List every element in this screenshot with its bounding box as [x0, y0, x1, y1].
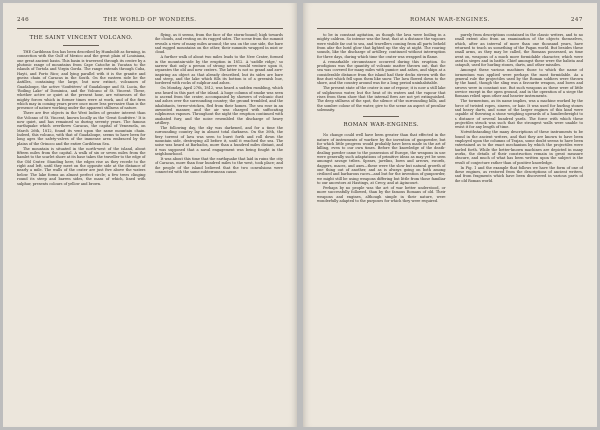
right-running-head — [317, 17, 583, 27]
paragraph: The following day, the sky was darkened, and for a time the surrounding country lay in almost total darkness. On the 30th, the fiery torrent of lava was seen to burst forth and roll down the mountain side, destroying all before it, until it reached the sea. The noise was heard at Barbados, more than a hundred miles distant, and it was supposed that a naval engagement was being fought in the neighbourhood. — [154, 126, 283, 157]
left-page-number: 246 — [17, 17, 30, 23]
paragraph: A remarkable circumstance occurred during this eruption. So prodigious was the quantity of volcanic matter thrown out, that the sea was covered for many miles with pumice and ashes, and ships at a considerable distance from the island had their decks strewn with the fine dust which fell upon them like snow. The lava flowed down to the shore, and the country around was for a long period uninhabitable. — [317, 59, 446, 86]
title-rule — [63, 45, 99, 46]
paragraph: Notwithstanding the many descriptions of these instruments to be found in the ancient writers, and that they are known to have been employed upon the columns of Trajan, some doubt seems to have been entertained as to the exact mechanism by which the projectiles were hurled forth. While the better-known machines are depicted in many works, the details of their construction remain in great measure obscure, and much of what has been written upon the subject is the result of conjecture rather than of positive knowledge. — [454, 130, 583, 165]
left-page — [3, 3, 297, 427]
paragraph: to be in constant agitation, as though the lava were boiling in a mighty caldron. So intense was the heat, that at a distance the vapours were visible far out to sea, and travellers coming from all parts beheld from afar the lurid glow that lighted up the sky at night. The roaring sounds, like the discharge of artillery, continued without interruption for three days, during which time the crater was wrapped in flame. — [317, 33, 446, 59]
right-column-2 — [455, 33, 584, 417]
left-running-head — [17, 17, 283, 27]
right-running-title: ROMAN WAR-ENGINES. — [410, 17, 490, 23]
left-running-title: THE WORLD OF WONDERS. — [103, 17, 197, 23]
paragraph: In Fig. 1 and the example that follows we have the form of one of these engines, as restored from the descriptions of ancient writers, and from fragments which have been discovered in various parts of the old Roman world. — [454, 165, 583, 183]
paragraph: On Monday, April 27th, 1812, was heard a sudden rumbling, which was heard in this part of the island. A huge column of smoke was seen to ascend from the crater, accompanied by showers of volcanic dust and ashes over the surrounding country; the ground trembled, and the inhabitants, terror-stricken, fled from their homes. The sea rose in an unwonted manner, and the air was charged with suffocating sulphurous vapours. Throughout the night the eruption continued with unabated fury, and the noise resembled the discharge of heavy artillery. — [154, 86, 283, 126]
section-title: ROMAN WAR-ENGINES. — [343, 122, 420, 129]
paragraph: Amongst these various machines those to which the name of tormentum was applied were perhaps the most formidable. As a general rule the projectiles used by the Roman soldiers were thrown by the hand, though the sling was a favourite weapon, and bows and arrows were in constant use. But such weapons as these were of little service except in the open ground, and in the operation of a siege the Romans relied upon other and heavier instruments. — [454, 68, 583, 99]
paragraph: No change could well have been greater than that effected in the nature of instruments of warfare by the invention of gunpowder, but for which little progress would probably have been made in the art of killing, even to our own times. Before the knowledge of the death-dealing powder came to the possession of Europe, the weapons in use were generally such adaptations of primitive ideas as may yet be seen amongst savage tribes. Spears, javelins, bows and arrows, swords, daggers, maces, and axes—these were the slow but natural growth of one thing out of another, and as is always going on both among civilised and barbarous races—and but for the invention of gunpowder, we might still be using weapons differing but little from those familiar to our ancestors at Hastings, at Crecy, and at Agincourt. — [317, 133, 446, 186]
paragraph: There are five objects in the West Indies of greater interest than the Volcano of St. Vincent, known locally as the 'Great Soufrière.' It is now quiet, and has remained so during seventy years. The famous earthquake which overthrew Caracas, the capital of Venezuela, on March 26th, 1812, found its vent upon the same mountain chain. Indeed, this volcano, with that of Guadaloupe, seems to have been for long ages the safety-valves of the immense area embraced by the plains of the Orinoco and the entire Caribbean Sea. — [17, 111, 146, 146]
paragraph: The mountain is situated in the north-west of the island, about fifteen miles from the capital. A walk of six or seven miles from the hamlet to the scarlet shore at its base takes the traveller to the edge of the Old Crater. Standing here, the edges rise as they recede to the right and left, until they meet on the opposite side at the distance of nearly a mile. The walls of the crater are just five above the waters below. The lake forms an almost perfect circle; a few trees clinging round its steep and barren sides, the mass of which, lined with sulphur, presents colours of yellow and brown. — [17, 146, 146, 186]
right-columns — [317, 33, 583, 417]
book-spread — [3, 3, 597, 427]
section-rule — [363, 116, 399, 117]
right-column-1 — [317, 33, 446, 417]
right-page — [303, 3, 597, 427]
right-page-number: 247 — [570, 17, 583, 23]
left-column-1 — [17, 33, 146, 417]
paragraph: The tormentum, as its name implies, was a machine worked by the force of twisted ropes, sinews, or hair. It was used for hurling stones and heavy darts, and some of the larger engines of this kind were capable of throwing a stone weighing upwards of a hundredweight to a distance of several hundred yards. The force with which these projectiles struck was such that the strongest walls were unable to resist it for any length of time. — [454, 99, 583, 130]
left-head-rule — [17, 28, 283, 29]
right-head-rule — [317, 28, 583, 29]
paragraph: A further walk of about two miles leads to the New Crater, formed in the mountain-side by the eruption in 1812. A 'saddle ridge,' so narrow that only a person of strong nerve would venture upon it, separates the old and new craters. The latter is not so grand and awe-inspiring an object as that already described, but its sides are bare and steep, and the lake which fills its bottom is of a greenish hue, bordered with rocks of sulphur and ashes. — [154, 55, 283, 86]
paragraph: THE Caribbean Sea has been described by Humboldt as forming, in connection with the Gulf of Mexico and the great plain of Louisiana, one great ancient basin. This basin is traversed through its centre by a plutonic range of mountains from Cape Catoche in Yucatan to the islands of Tortola and Virgin Gorda. The range extends through Cuba, Hayti, and Porto Rico; and lying parallel with it is the granite and gneiss chain of Caracas in the South. On the eastern side lie the Antilles, containing the large, but now extinct, volcanoes of Guadaloupe, the active 'Soufrières' of Guadaloupe and St. Lucia, the 'Boiling Lake' of Dominica, and the Volcano of St. Vincent. These, whether active or quiet at the present hour, are witnesses of the mighty forces which in former times were at work, and of the fires which may in coming years prove once more less pervasive than is the presence of nature working under the apparent stillness of nature. — [17, 50, 146, 111]
article-title: THE SAINT VINCENT VOLCANO. — [29, 35, 133, 41]
paragraph: It was about this time that the earthquake that laid in ruins the city of Caracas, more than four hundred miles to the west, took place; and the people of the island believed that the two convulsions were connected with the same subterranean cause. — [154, 157, 283, 175]
paragraph: purely from descriptions contained in the classic writers, and to no small extent also from an examination of the objects themselves, which, after an interval of more than one thousand years, have returned to teach us something of the Pagan world. But besides these small arms, as they may be called, the Romans possessed, as time went on, weapons of a much more formidable character, which were used in sieges and in battle. Chief amongst these were the balista and catapult, used for hurling stones, darts, and other missiles. — [454, 33, 583, 68]
left-column-2 — [155, 33, 284, 417]
paragraph: flying, as it seems, from the face of the storm-bound; high towards the clouds, and resting on its rugged sides. The scene from the summit reveals a view of many miles around; the sea on the one side, the bare and rugged mountains on the other, their summits wrapped in mist or cloud. — [154, 33, 283, 55]
paragraph: Perhaps by no people was the art of war better understood, or more successfully followed, than by the famous Romans of old. Their weapons and engines, although simple in their nature, were wonderfully adapted to the purposes for which they were required. — [317, 186, 446, 204]
left-columns — [17, 33, 283, 417]
paragraph: The present state of the crater is one of repose; it is now a still lake of sulphurous water, but the heat of its waters and the vapour that rises from them show that the internal fires are not yet extinguished. The deep stillness of the spot, the silence of the surrounding hills, and the sombre colour of the water, give to the scene an aspect of peculiar solemnity. — [317, 86, 446, 113]
